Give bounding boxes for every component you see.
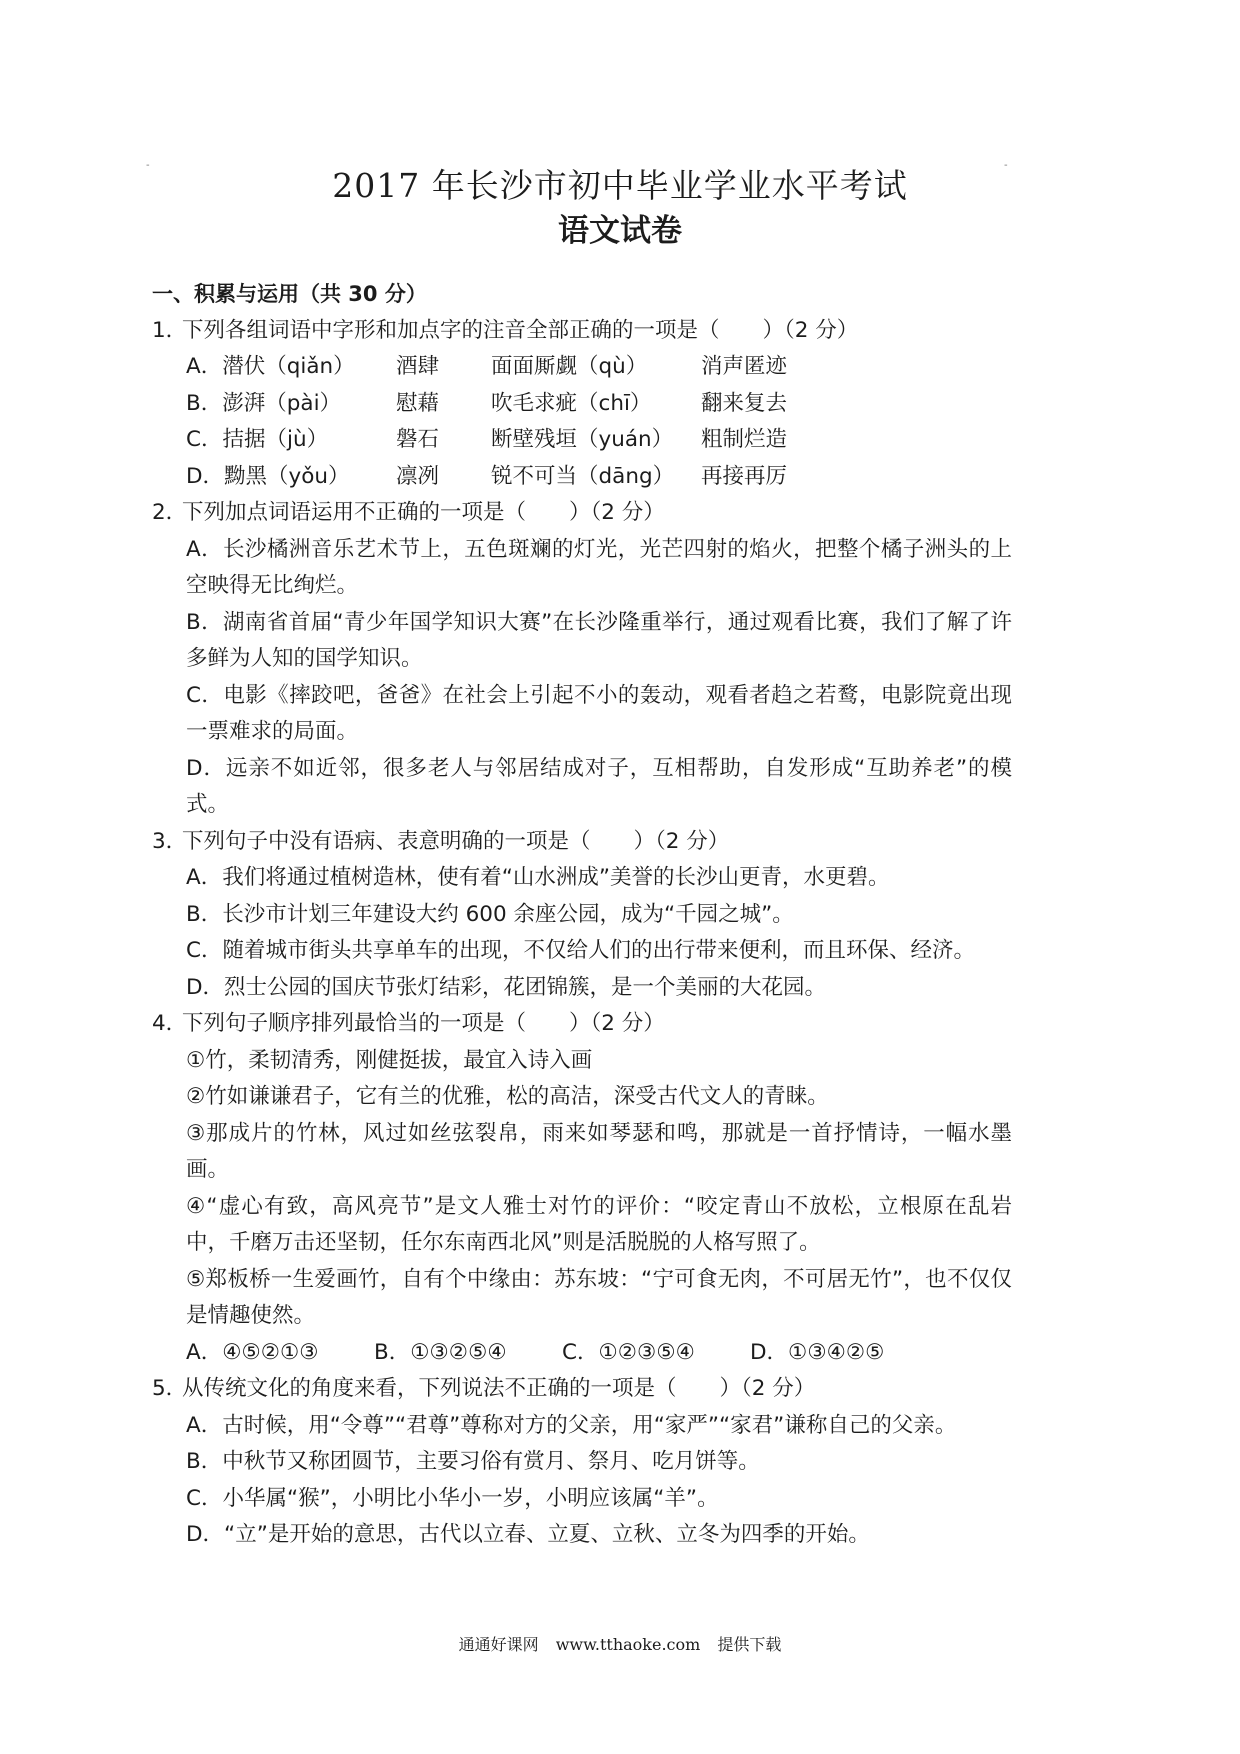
footer-note: 提供下载 <box>717 1635 782 1654</box>
question-stem: 下列句子顺序排列最恰当的一项是（ ）（2 分） <box>182 1011 665 1036</box>
option-cell: 粗制烂造 <box>701 427 788 452</box>
option-row-b <box>152 386 1012 423</box>
option-cell: 吹毛求疵（chī） <box>491 390 652 416</box>
option-cell: 消声匿迹 <box>701 354 788 379</box>
question-stem: 从传统文化的角度来看，下列说法不正确的一项是（ ）（2 分） <box>182 1376 816 1401</box>
option-row-d <box>152 459 1012 496</box>
option-row-c <box>152 422 1012 459</box>
option-cell: 翻来复去 <box>701 390 788 416</box>
question-4 <box>152 1006 1012 1043</box>
footer-site-name: 通通好课网 <box>458 1635 539 1654</box>
answer-c: C．①②③⑤④ <box>562 1339 695 1365</box>
question-number: 2． <box>152 500 188 525</box>
corner-mark-left: - <box>146 160 150 171</box>
sentence-4: ④“虚心有致，高风亮节”是文人雅士对竹的评价：“咬定青山不放松，立根原在乱岩中，千磨万击还坚韧，任尔东南西北风”则是活脱脱的人格写照了。 <box>186 1193 1012 1255</box>
option-a: A．古时候，用“令尊”“君尊”尊称对方的父亲，用“家严”“家君”谦称自己的父亲。 <box>186 1412 957 1438</box>
sentence-2: ②竹如谦谦君子，它有兰的优雅，松的高洁，深受古代文人的青睐。 <box>186 1084 829 1109</box>
option-cell: 再接再厉 <box>701 463 788 489</box>
option-d: D．“立”是开始的意思，古代以立春、立夏、立秋、立冬为四季的开始。 <box>186 1522 870 1547</box>
option-row-a <box>152 349 1012 386</box>
option-b: B．湖南省首届“青少年国学知识大赛”在长沙隆重举行，通过观看比赛，我们了解了许多鲜为人知的国学知识。 <box>186 609 1012 671</box>
option-c: C．随着城市街头共享单车的出现，不仅给人们的出行带来便利，而且环保、经济。 <box>186 938 976 963</box>
question-5 <box>152 1371 1012 1408</box>
corner-mark-right: - <box>1004 160 1008 171</box>
question-number: 1． <box>152 317 188 343</box>
answer-d: D．①③④②⑤ <box>750 1339 885 1365</box>
question-2 <box>152 495 1012 532</box>
exam-content <box>152 276 1012 1554</box>
option-c: C．电影《摔跤吧，爸爸》在社会上引起不小的轰动，观看者趋之若鹜，电影院竟出现一票难求的局面。 <box>186 682 1012 744</box>
question-number: 4． <box>152 1011 188 1036</box>
option-cell: 慰藉 <box>396 390 440 416</box>
exam-subtitle: 语文试卷 <box>558 213 682 249</box>
footer-url: www.tthaoke.com <box>555 1635 701 1654</box>
sentence-3: ③那成片的竹林，风过如丝弦裂帛，雨来如琴瑟和鸣，那就是一首抒情诗，一幅水墨画。 <box>186 1120 1012 1182</box>
question-number: 3． <box>152 828 188 854</box>
question-3 <box>152 824 1012 861</box>
option-cell: 酒肆 <box>396 354 440 379</box>
option-cell: A．潜伏（qiǎn） <box>186 354 355 379</box>
option-a: A．我们将通过植树造林，使有着“山水洲成”美誉的长沙山更青，水更碧。 <box>186 865 890 890</box>
option-cell: 锐不可当（dāng） <box>491 463 675 489</box>
option-cell: 断壁残垣（yuán） <box>491 427 674 452</box>
option-cell: D．黝黑（yǒu） <box>186 463 350 489</box>
option-a: A．长沙橘洲音乐艺术节上，五色斑斓的灯光，光芒四射的焰火，把整个橘子洲头的上空映得无比绚烂。 <box>186 536 1012 598</box>
sentence-1: ①竹，柔韧清秀，刚健挺拔，最宜入诗入画 <box>186 1047 593 1073</box>
sentence-5: ⑤郑板桥一生爱画竹，自有个中缘由：苏东坡：“宁可食无肉，不可居无竹”，也不仅仅是情趣使然。 <box>186 1266 1012 1328</box>
answer-a: A．④⑤②①③ <box>186 1339 319 1365</box>
option-d: D．远亲不如近邻，很多老人与邻居结成对子，互相帮助，自发形成“互助养老”的模式。 <box>186 755 1012 817</box>
answer-b: B．①③②⑤④ <box>374 1339 507 1365</box>
option-cell: 面面厮觑（qù） <box>491 354 648 379</box>
option-b: B．中秋节又称团圆节，主要习俗有赏月、祭月、吃月饼等。 <box>186 1449 760 1474</box>
exam-title: 2017 年长沙市初中毕业学业水平考试 <box>332 166 908 205</box>
question-number: 5． <box>152 1376 188 1401</box>
option-b: B．长沙市计划三年建设大约 600 余座公园，成为“千园之城”。 <box>186 901 794 927</box>
option-cell: 凛冽 <box>396 463 440 489</box>
option-cell: B．澎湃（pài） <box>186 390 342 416</box>
section-heading: 一、积累与运用（共 30 分） <box>152 282 427 306</box>
question-1 <box>152 313 1012 350</box>
question-stem: 下列各组词语中字形和加点字的注音全部正确的一项是（ ）（2 分） <box>182 317 859 343</box>
option-c: C．小华属“猴”，小明比小华小一岁，小明应该属“羊”。 <box>186 1485 719 1511</box>
answer-row <box>152 1335 1012 1372</box>
option-d: D．烈士公园的国庆节张灯结彩，花团锦簇，是一个美丽的大花园。 <box>186 974 827 1000</box>
option-cell: 磐石 <box>396 427 440 452</box>
question-stem: 下列加点词语运用不正确的一项是（ ）（2 分） <box>182 500 665 525</box>
download-footer <box>0 1632 1240 1655</box>
option-cell: C．拮据（jù） <box>186 427 329 452</box>
question-stem: 下列句子中没有语病、表意明确的一项是（ ）（2 分） <box>182 828 730 854</box>
